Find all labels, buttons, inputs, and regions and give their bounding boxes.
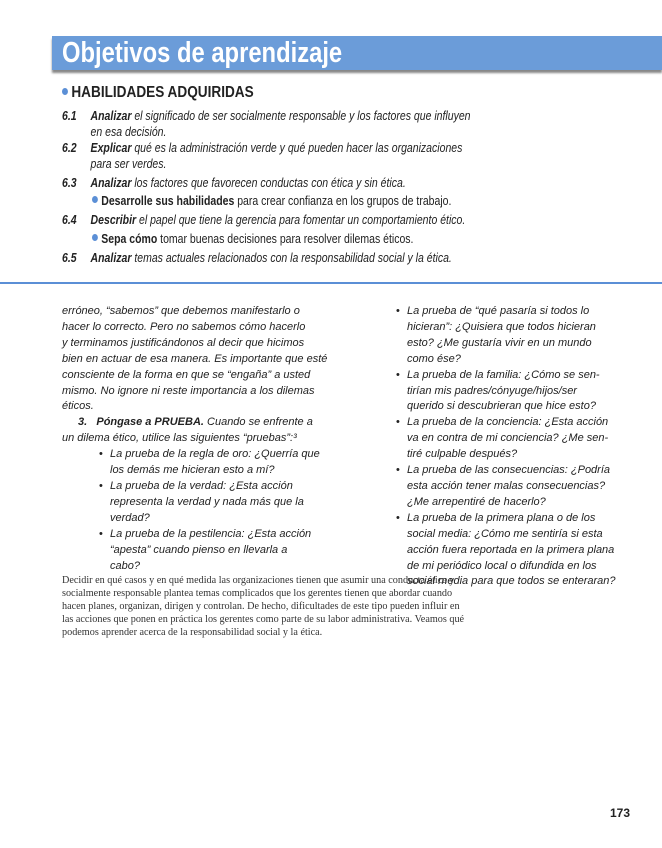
bullet-line: • La prueba de la familia: ¿Cómo se sen- — [407, 368, 600, 381]
step-3 — [62, 415, 327, 431]
bullet-item — [396, 463, 616, 511]
right-column — [396, 304, 616, 590]
objective-text-cont: en esa decisión. — [90, 125, 167, 139]
bullet-line: cabo? — [110, 559, 140, 572]
text-line: erróneo, “sabemos” que debemos manifestarlo o — [62, 305, 300, 317]
bullet-line: de mi periódico local o difundida en los — [407, 559, 597, 572]
text-line: bien en actuar de esa manera. Es importante que esté — [62, 352, 328, 365]
objective-number: 6.3 — [62, 176, 77, 190]
skills-heading-text: HABILIDADES ADQUIRIDAS — [71, 84, 254, 101]
objective-number: 6.2 — [62, 141, 77, 155]
divider — [0, 282, 662, 284]
objective-text: el papel que tiene la gerencia para fomentar un comportamiento ético. — [136, 213, 466, 227]
bullet-line: • La prueba de la conciencia: ¿Esta acción — [407, 416, 609, 429]
bullet-line: representa la verdad y nada más que la — [110, 495, 304, 508]
bullet-line: querido si descubrieran que hice esto? — [407, 400, 596, 413]
bullet-line: va en contra de mi conciencia? ¿Me sen- — [407, 432, 609, 445]
bullet-item — [396, 304, 616, 368]
text-line: y terminamos justificándonos al decir que hicimos — [62, 336, 305, 349]
left-bullets — [62, 447, 327, 574]
bullet-item — [99, 527, 327, 575]
objective-item — [62, 250, 452, 266]
intro-line: las acciones que ponen en práctica los gerentes como parte de su labor administrativa. Veamos qué — [62, 614, 465, 625]
bullet-line: • La prueba de la verdad: ¿Esta acción — [110, 479, 293, 492]
skills-heading — [62, 84, 254, 102]
bullet-item — [99, 479, 327, 527]
objective-verb: Explicar — [90, 141, 132, 155]
objective-text-cont: para ser verdes. — [90, 157, 167, 171]
objective-verb: Analizar — [90, 109, 132, 123]
bullet-item — [396, 368, 616, 416]
intro-paragraph — [62, 574, 464, 639]
objective-verb: Analizar — [90, 251, 132, 265]
objective-item — [92, 193, 451, 209]
bullet-line: • La prueba de las consecuencias: ¿Podría — [407, 464, 611, 477]
left-paragraph — [62, 304, 327, 415]
bullet-line: tiré culpable después? — [407, 448, 518, 461]
bullet-line: • La prueba de la regla de oro: ¿Querría que — [110, 448, 320, 461]
step-text: Cuando se enfrente a — [203, 416, 313, 429]
text-line: éticos. — [62, 400, 94, 413]
left-column — [62, 304, 327, 574]
page-number: 173 — [610, 806, 631, 820]
page-title: Objetivos de aprendizaje — [62, 37, 343, 69]
step-title: Póngase a PRUEBA. — [96, 416, 204, 429]
objective-item — [62, 108, 471, 140]
bullet-line: como ése? — [407, 352, 461, 365]
objective-number: 6.1 — [62, 109, 77, 123]
objective-text: tomar buenas decisiones para resolver dilemas éticos. — [157, 232, 414, 246]
bullet-line: “apesta” cuando pienso en llevarla a — [110, 543, 288, 556]
bullet-line: social media para que todos se enteraran? — [407, 575, 616, 588]
objective-text: qué es la administración verde y qué pueden hacer las organizaciones — [131, 141, 463, 155]
intro-line: podemos aprender acerca de la responsabilidad social y la ética. — [62, 627, 323, 638]
bullet-line: esta acción tener malas consecuencias? — [407, 479, 606, 492]
header-band — [52, 36, 662, 70]
bullet-line: los demás me hicieran esto a mí? — [110, 464, 275, 477]
bullet-dot-icon — [92, 196, 98, 203]
step-text-line2: un dilema ético, utilice las siguientes “pruebas”:³ — [62, 432, 297, 445]
objective-verb: Analizar — [90, 176, 132, 190]
intro-line: hacen planes, organizan, dirigen y controlan. De hecho, dificultades de este tipo pueden influir en — [62, 601, 460, 612]
bullet-line: social media: ¿Cómo me sentiría si esta — [407, 527, 603, 540]
text-line: consciente de la forma en que se “engaña” a usted — [62, 368, 311, 381]
objective-item — [62, 140, 462, 172]
intro-line: Decidir en qué casos y en qué medida las organizaciones tienen que asumir una conducta ética y — [62, 575, 455, 586]
bullet-line: verdad? — [110, 511, 150, 524]
bullet-line: • La prueba de la pestilencia: ¿Esta acción — [110, 527, 312, 540]
bullet-item — [396, 415, 616, 463]
objective-number: 6.5 — [62, 251, 77, 265]
objective-number: 6.4 — [62, 213, 77, 227]
bullet-dot-icon — [92, 234, 98, 241]
bullet-dot-icon — [62, 88, 68, 95]
objective-item — [92, 231, 413, 247]
objective-text: el significado de ser socialmente responsable y los factores que influyen — [131, 109, 471, 123]
bullet-line: • La prueba de “qué pasaría si todos lo — [407, 305, 590, 317]
text-line: hacer lo correcto. Pero no sabemos cómo hacerlo — [62, 320, 306, 333]
objective-verb: Desarrolle sus habilidades — [101, 194, 235, 208]
objective-verb: Describir — [90, 213, 137, 227]
bullet-line: • La prueba de la primera plana o de los — [407, 511, 596, 524]
text-line: mismo. No ignore ni reste importancia a los dilemas — [62, 384, 315, 397]
step-number: 3. — [78, 416, 88, 429]
objective-verb: Sepa cómo — [101, 232, 158, 246]
bullet-item — [99, 447, 327, 479]
objective-text: temas actuales relacionados con la responsabilidad social y la ética. — [131, 251, 452, 265]
bullet-line: esto? ¿Me gustaría vivir en un mundo — [407, 336, 592, 349]
objective-item — [62, 175, 406, 191]
objective-text: para crear confianza en los grupos de trabajo. — [234, 194, 452, 208]
bullet-line: ¿Me arrepentiré de hacerlo? — [407, 495, 546, 508]
bullet-line: tirían mis padres/cónyuge/hijos/ser — [407, 384, 577, 397]
objective-text: los factores que favorecen conductas con ética y sin ética. — [131, 176, 406, 190]
objective-item — [62, 212, 465, 228]
intro-line: socialmente responsable plantea temas complicados que los gerentes tienen que abordar cuando — [62, 588, 453, 599]
bullet-line: hicieran”: ¿Quisiera que todos hicieran — [407, 320, 596, 333]
bullet-line: acción fuera reportada en la primera plana — [407, 543, 615, 556]
